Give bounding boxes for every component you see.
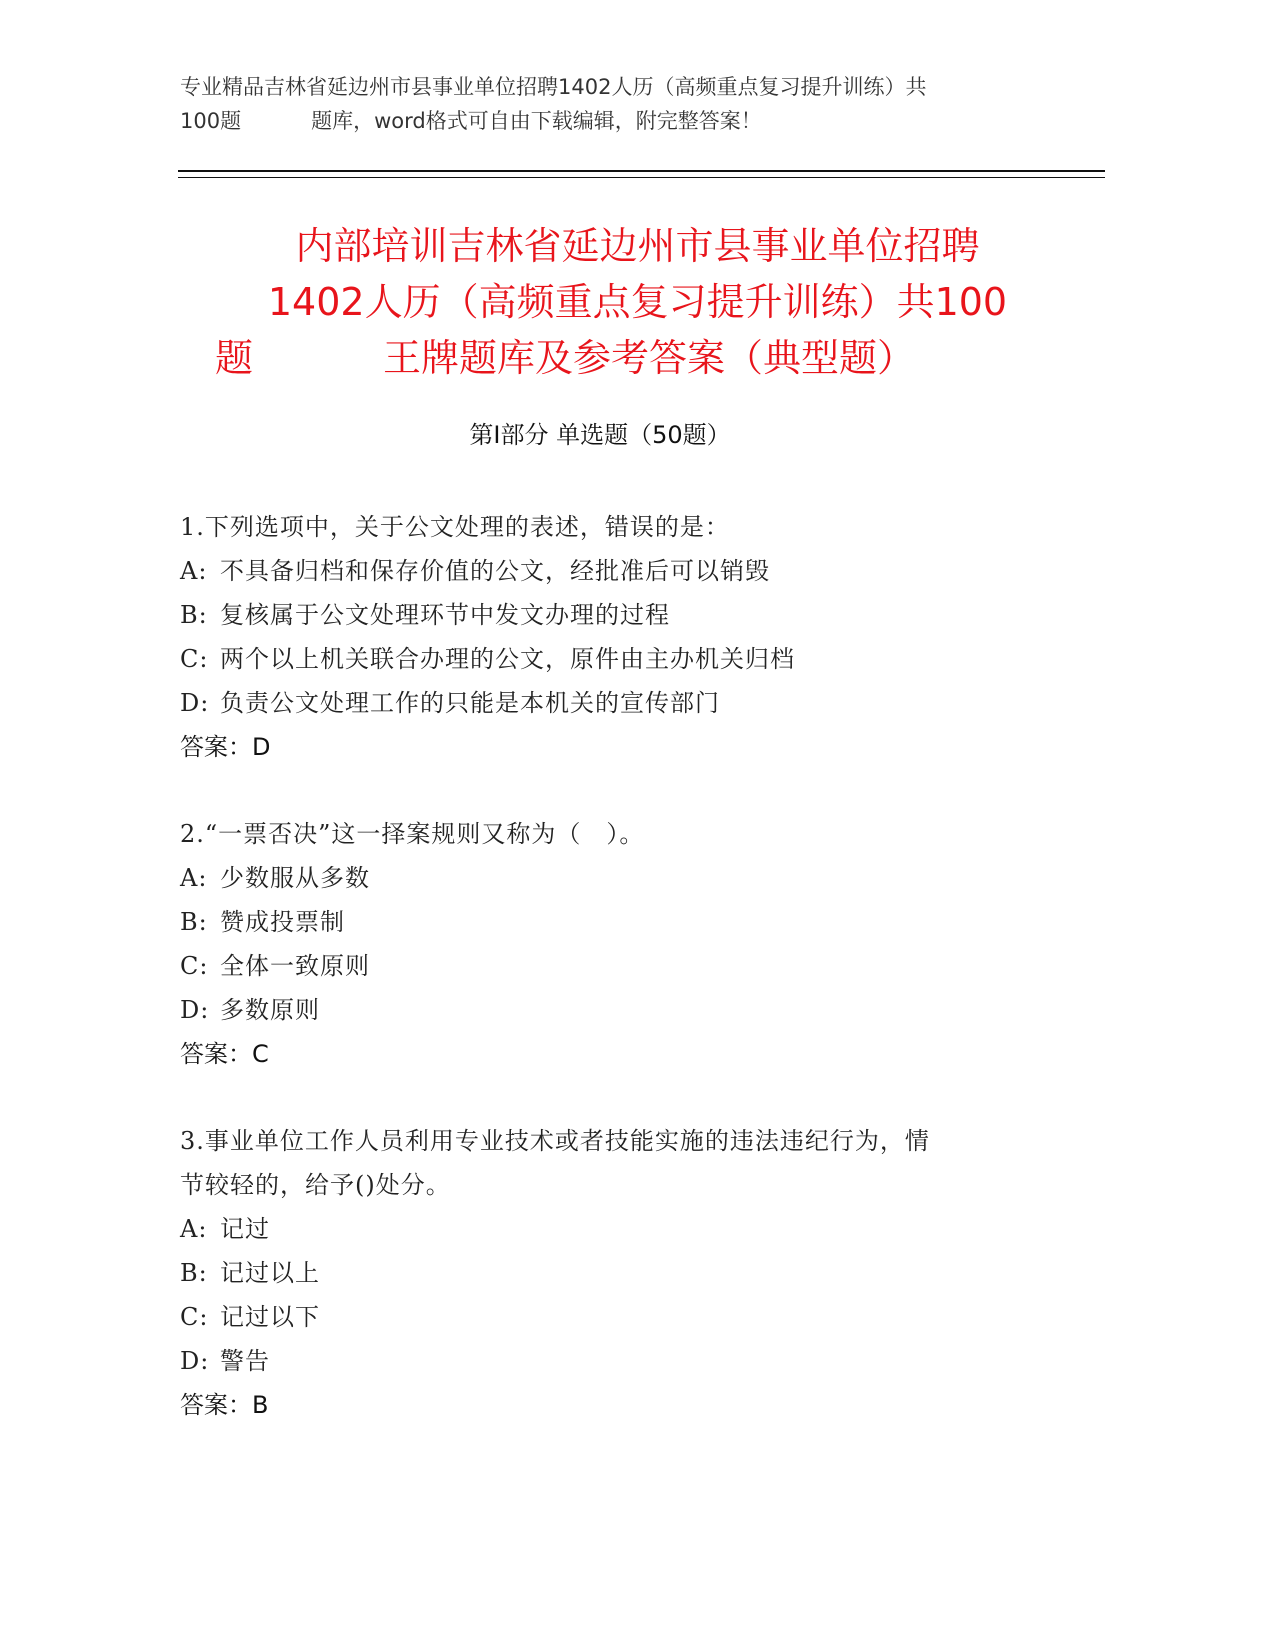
option-b: [180, 1251, 1040, 1295]
option-text: 记过: [220, 1215, 270, 1243]
option-d: [180, 681, 1040, 725]
option-text: 不具备归档和保存价值的公文，经批准后可以销毁: [220, 557, 770, 585]
header-line-2-count: 100题: [180, 109, 242, 133]
option-text: 警告: [220, 1347, 270, 1375]
document-title: [150, 218, 1125, 386]
option-key: A:: [180, 1215, 208, 1243]
option-key: D:: [180, 689, 210, 717]
option-key: A:: [180, 557, 208, 585]
title-line-3-a: 题: [215, 336, 254, 380]
option-text: 赞成投票制: [220, 908, 345, 936]
question-1: [180, 505, 1040, 769]
option-c: [180, 637, 1040, 681]
header-divider-thick: [178, 170, 1105, 172]
header-note: [180, 70, 1080, 138]
option-text: 复核属于公文处理环节中发文办理的过程: [220, 601, 670, 629]
header-line-1: 专业精品吉林省延边州市县事业单位招聘1402人历（高频重点复习提升训练）共: [180, 75, 927, 99]
answer: 答案：D: [180, 733, 271, 761]
option-b: [180, 593, 1040, 637]
option-d: [180, 1339, 1040, 1383]
option-c: [180, 1295, 1040, 1339]
question-list: [180, 505, 1040, 1427]
option-text: 两个以上机关联合办理的公文，原件由主办机关归档: [220, 645, 795, 673]
option-d: [180, 988, 1040, 1032]
title-line-1: 内部培训吉林省延边州市县事业单位招聘: [295, 224, 980, 268]
header-line-2: [180, 104, 1080, 138]
header-line-2-text: 题库，word格式可自由下载编辑，附完整答案！: [311, 109, 762, 133]
title-line-3: [150, 330, 1125, 386]
question-stem: 1.下列选项中，关于公文处理的表述，错误的是：: [180, 513, 730, 541]
option-c: [180, 944, 1040, 988]
question-stem: 2.“一票否决”这一择案规则又称为（ ）。: [180, 820, 645, 848]
title-line-2: 1402人历（高频重点复习提升训练）共100: [267, 280, 1008, 324]
option-a: [180, 856, 1040, 900]
option-key: C:: [180, 1303, 209, 1331]
question-2: [180, 812, 1040, 1076]
option-text: 少数服从多数: [220, 864, 370, 892]
option-key: C:: [180, 645, 209, 673]
option-b: [180, 900, 1040, 944]
option-key: B:: [180, 601, 208, 629]
option-a: [180, 1207, 1040, 1251]
option-key: A:: [180, 864, 208, 892]
title-line-3-b: 王牌题库及参考答案（典型题）: [383, 336, 916, 380]
question-stem-continued: 节较轻的，给予()处分。: [180, 1171, 451, 1199]
option-key: C:: [180, 952, 209, 980]
option-key: B:: [180, 908, 208, 936]
header-divider-thin: [178, 177, 1105, 178]
answer: 答案：C: [180, 1040, 269, 1068]
answer: 答案：B: [180, 1391, 269, 1419]
question-3: [180, 1119, 1040, 1427]
option-a: [180, 549, 1040, 593]
question-stem: 3.事业单位工作人员利用专业技术或者技能实施的违法违纪行为，情: [180, 1127, 930, 1155]
section-title: 第Ⅰ部分 单选题（50题）: [469, 421, 731, 449]
option-text: 记过以下: [220, 1303, 320, 1331]
option-key: D:: [180, 996, 210, 1024]
option-key: B:: [180, 1259, 208, 1287]
option-text: 记过以上: [220, 1259, 320, 1287]
option-text: 多数原则: [220, 996, 320, 1024]
option-text: 全体一致原则: [220, 952, 370, 980]
option-text: 负责公文处理工作的只能是本机关的宣传部门: [220, 689, 720, 717]
option-key: D:: [180, 1347, 210, 1375]
